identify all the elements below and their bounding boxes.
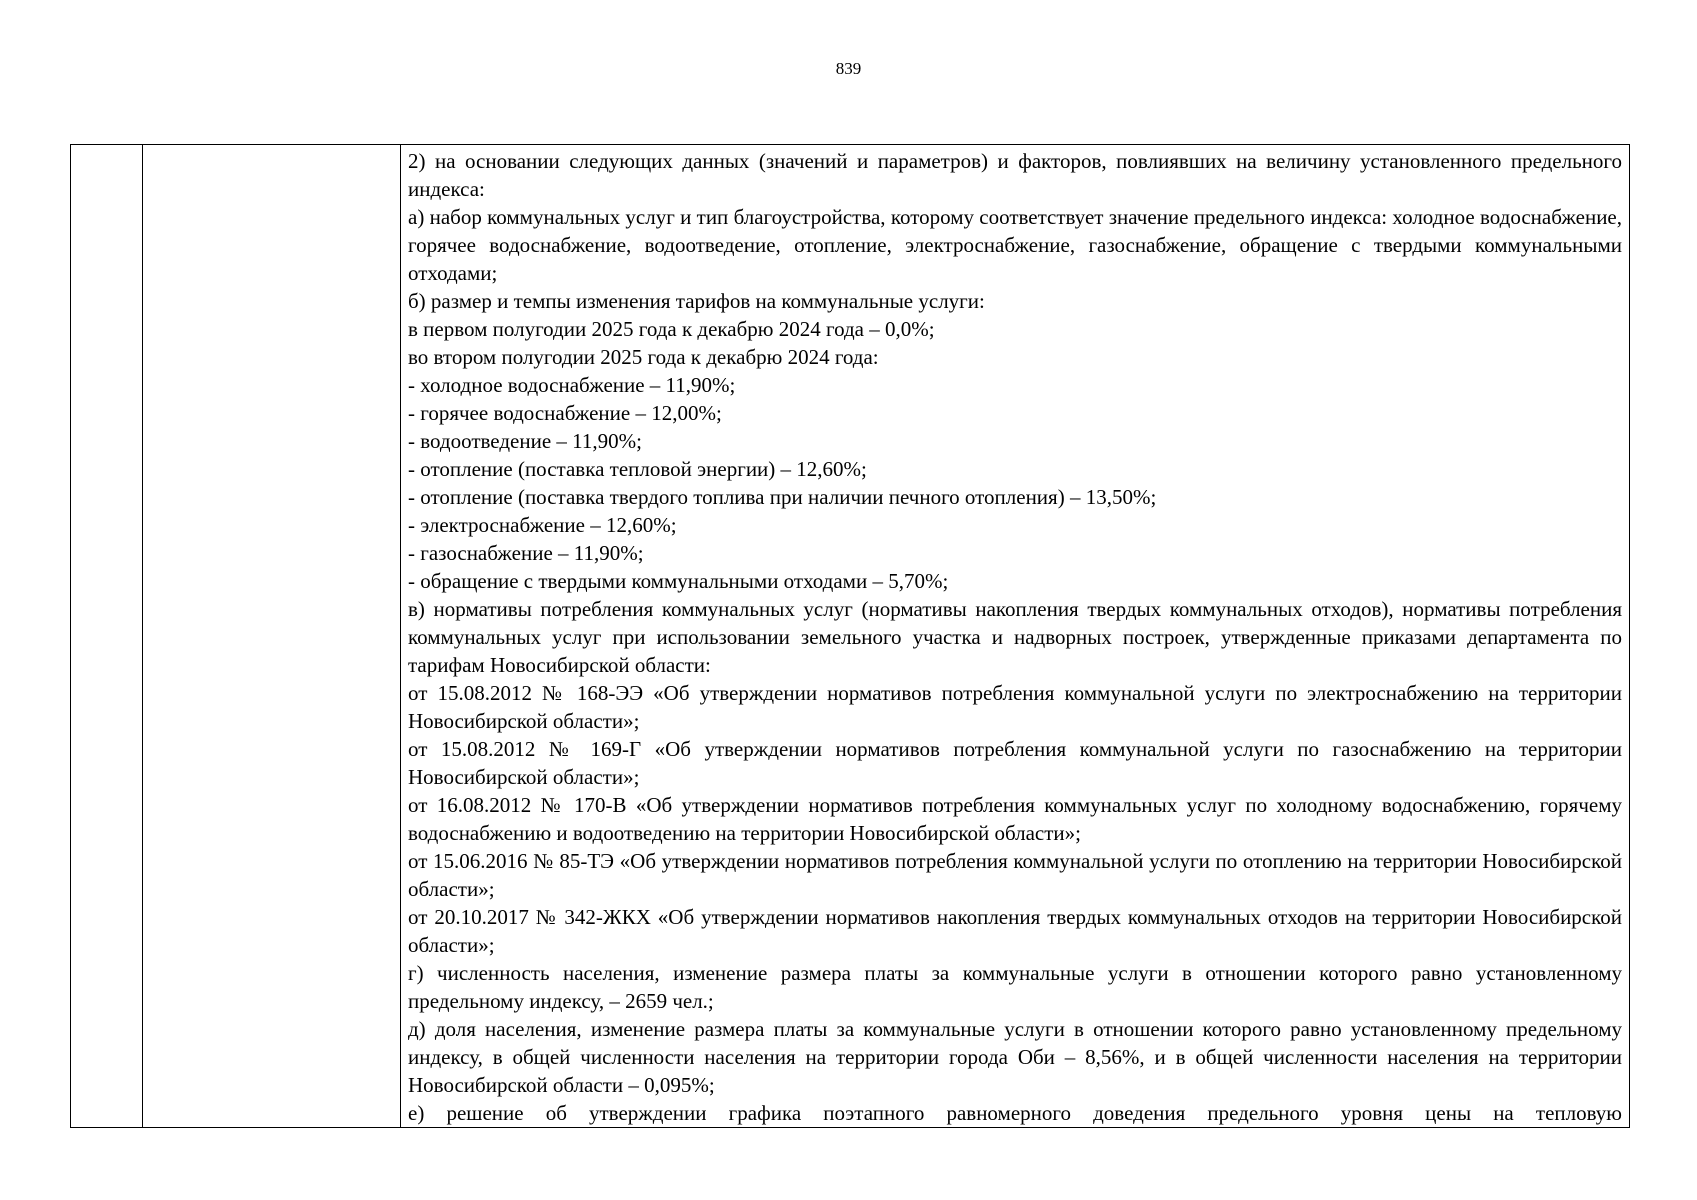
- list-item: - отопление (поставка твердого топлива при наличии печного отопления) – 13,50%;: [408, 485, 1157, 509]
- paragraph-first-half: в первом полугодии 2025 года к декабрю 2024 года – 0,0%;: [408, 317, 935, 341]
- table-row: [71, 145, 1630, 1128]
- list-item: - холодное водоснабжение – 11,90%;: [408, 373, 736, 397]
- paragraph-intro: 2) на основании следующих данных (значений и параметров) и факторов, повлиявших на величину установленного предельного индекса:: [408, 149, 1622, 201]
- paragraph-second-half: во втором полугодии 2025 года к декабрю 2024 года:: [408, 345, 879, 369]
- paragraph-e: е) решение об утверждении графика поэтапного равномерного доведения предельного уровня цены на тепловую: [408, 1101, 1622, 1125]
- list-item: - горячее водоснабжение – 12,00%;: [408, 401, 722, 425]
- paragraph-g: г) численность населения, изменение размера платы за коммунальные услуги в отношении которого равно установленному предельному индексу, – 2659 чел.;: [408, 961, 1622, 1013]
- content-text: [408, 147, 1622, 1127]
- document-table: [70, 144, 1630, 1128]
- list-item: - газоснабжение – 11,90%;: [408, 541, 644, 565]
- order-85-te: от 15.06.2016 № 85-ТЭ «Об утверждении нормативов потребления коммунальной услуги по отоплению на территории Новосибирской области»;: [408, 849, 1622, 901]
- paragraph-a: а) набор коммунальных услуг и тип благоустройства, которому соответствует значение предельного индекса: холодное водоснабжение, горячее водоснабжение, водоотведение, отопление, электроснабжение, газоснабжение, обращение с твердыми коммунальными отходами;: [408, 205, 1622, 285]
- paragraph-d: д) доля населения, изменение размера платы за коммунальные услуги в отношении которого равно установленному предельному индексу, в общей численности населения на территории города Оби – 8,56%, и в общей численности населения на территории Новосибирской области – 0,095%;: [408, 1017, 1622, 1097]
- paragraph-b: б) размер и темпы изменения тарифов на коммунальные услуги:: [408, 289, 985, 313]
- list-item: - отопление (поставка тепловой энергии) – 12,60%;: [408, 457, 867, 481]
- order-169-g: от 15.08.2012 № 169-Г «Об утверждении нормативов потребления коммунальной услуги по газоснабжению на территории Новосибирской области»;: [408, 737, 1622, 789]
- page-number: 839: [835, 59, 862, 78]
- order-168-ee: от 15.08.2012 № 168-ЭЭ «Об утверждении нормативов потребления коммунальной услуги по электроснабжению на территории Новосибирской области»;: [408, 681, 1622, 733]
- list-item: - водоотведение – 11,90%;: [408, 429, 642, 453]
- list-item: - обращение с твердыми коммунальными отходами – 5,70%;: [408, 569, 949, 593]
- table-cell-content: [401, 145, 1630, 1128]
- list-item: - электроснабжение – 12,60%;: [408, 513, 677, 537]
- table-cell-number: [71, 145, 143, 1128]
- order-170-v: от 16.08.2012 № 170-В «Об утверждении нормативов потребления коммунальных услуг по холодному водоснабжению, горячему водоснабжению и водоотведению на территории Новосибирской области»;: [408, 793, 1622, 845]
- table-cell-name: [143, 145, 401, 1128]
- order-342-zhkh: от 20.10.2017 № 342-ЖКХ «Об утверждении нормативов накопления твердых коммунальных отходов на территории Новосибирской области»;: [408, 905, 1622, 957]
- paragraph-v: в) нормативы потребления коммунальных услуг (нормативы накопления твердых коммунальных отходов), нормативы потребления коммунальных услуг при использовании земельного участка и надворных построек, утвержденные приказами департамента по тарифам Новосибирской области:: [408, 597, 1622, 677]
